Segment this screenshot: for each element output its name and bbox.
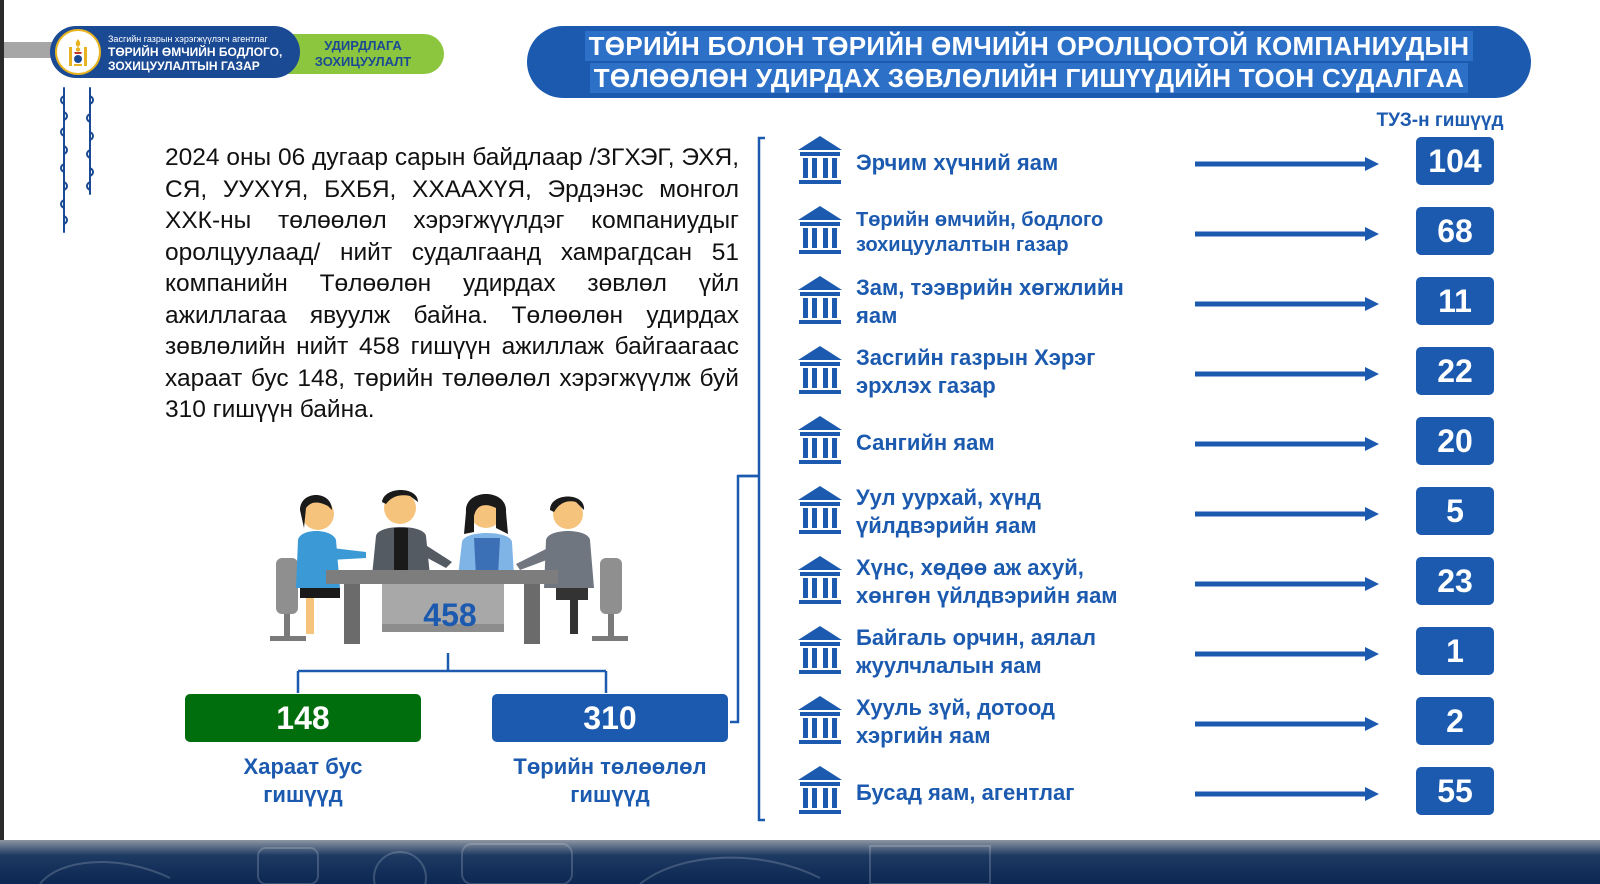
window-edge <box>0 0 4 884</box>
ministry-name-line1: Эрчим хүчний яам <box>856 150 1059 175</box>
ministry-name-line2: эрхлэх газар <box>856 373 996 398</box>
arrow-right-icon <box>1195 437 1379 451</box>
ministry-name <box>856 208 1103 258</box>
ministry-name-line2: үйлдвэрийн яам <box>856 513 1037 538</box>
column-header: ТУЗ-н гишүүд <box>1376 110 1504 131</box>
page-title-line2: ТӨЛӨӨЛӨН УДИРДАХ ЗӨВЛӨЛИЙН ГИШҮҮДИЙН ТООН СУДАЛГАА <box>527 63 1531 94</box>
government-building-icon <box>796 484 844 538</box>
bracket-link <box>728 474 760 724</box>
ministry-row <box>796 274 1516 334</box>
government-building-icon <box>796 414 844 468</box>
member-count-badge: 68 <box>1416 207 1494 255</box>
member-count-badge: 1 <box>1416 627 1494 675</box>
ministry-name-line2: яам <box>856 303 898 328</box>
ministry-row <box>796 414 1516 474</box>
management-tag <box>282 34 444 74</box>
ministry-name-line1: Байгаль орчин, аялал <box>856 625 1096 650</box>
intro-paragraph: 2024 оны 06 дугаар сарын байдлаар /ЗГХЭГ, ЭХЯ, СЯ, УУХҮЯ, БХБЯ, ХХААХҮЯ, Эрдэнэс монгол ХХК-ны төлөөлөл хэрэгжүүлдэг компаниудыг оролцуулаад/ нийт судалгаанд хамрагдсан 51 компанийн Төлөөлөн удирдах зөвлөл үйл ажиллагаа явуулж байна. Төлөөлөн удирдах зөвлөлийн нийт 458 гишүүн ажиллаж байгаагаас хараат бус 148, төрийн төлөөлөл хэрэгжүүлж буй 310 гишүүн байна. <box>165 144 739 423</box>
management-tag-line2: ЗОХИЦУУЛАЛТ <box>314 54 412 69</box>
ministry-name <box>856 149 1058 177</box>
government-building-icon <box>796 764 844 818</box>
org-name-line1: ТӨРИЙН ӨМЧИЙН БОДЛОГО, <box>108 45 283 59</box>
mongolian-script-decoration <box>50 84 106 244</box>
ministry-name <box>856 779 1074 807</box>
ministry-row <box>796 134 1516 194</box>
arrow-right-icon <box>1195 647 1379 661</box>
ministry-row <box>796 484 1516 544</box>
state-label-line1: Төрийн төлөөлөл <box>513 754 707 779</box>
ministry-row <box>796 204 1516 264</box>
member-count-badge: 2 <box>1416 697 1494 745</box>
government-building-icon <box>796 694 844 748</box>
independent-label-line1: Хараат бус <box>243 754 363 779</box>
arrow-right-icon <box>1195 157 1379 171</box>
ministry-name-line1: Хууль зүй, дотоод <box>856 695 1055 720</box>
ministry-name <box>856 624 1096 680</box>
arrow-right-icon <box>1195 507 1379 521</box>
member-count-badge: 20 <box>1416 417 1494 465</box>
state-label-line2: гишүүд <box>570 782 650 807</box>
ministry-name-line1: Засгийн газрын Хэрэг <box>856 345 1096 370</box>
government-building-icon <box>796 274 844 328</box>
ministry-name <box>856 484 1041 540</box>
member-count-badge: 55 <box>1416 767 1494 815</box>
ministry-row <box>796 344 1516 404</box>
ministry-row <box>796 694 1516 754</box>
state-members-label <box>492 753 728 809</box>
member-count-badge: 23 <box>1416 557 1494 605</box>
page-title-line1: ТӨРИЙН БОЛОН ТӨРИЙН ӨМЧИЙН ОРОЛЦООТОЙ КОМПАНИУДЫН <box>527 31 1531 62</box>
ministry-name-line1: Уул уурхай, хүнд <box>856 485 1041 510</box>
ministry-row <box>796 764 1516 824</box>
org-name-line2: ЗОХИЦУУЛАЛТЫН ГАЗАР <box>108 59 260 73</box>
ministry-name-line1: Сангийн яам <box>856 430 995 455</box>
ministry-name-line2: жуулчлалын яам <box>856 653 1042 678</box>
soyombo-emblem-icon <box>55 29 101 75</box>
member-count-badge: 11 <box>1416 277 1494 325</box>
ministry-name-line2: зохицуулалтын газар <box>856 234 1069 256</box>
ministry-name <box>856 694 1055 750</box>
ministry-name-line1: Бусад яам, агентлаг <box>856 780 1075 805</box>
government-building-icon <box>796 134 844 188</box>
arrow-right-icon <box>1195 227 1379 241</box>
government-building-icon <box>796 204 844 258</box>
ministry-name-line1: Хүнс, хөдөө аж ахуй, <box>856 555 1084 580</box>
ministry-name-line1: Төрийн өмчийн, бодлого <box>856 209 1104 231</box>
independent-members-value: 148 <box>185 694 421 742</box>
arrow-right-icon <box>1195 577 1379 591</box>
ministry-name <box>856 554 1118 610</box>
independent-members-label <box>185 753 421 809</box>
independent-label-line2: гишүүд <box>263 782 343 807</box>
ministry-name <box>856 429 995 457</box>
ministry-name <box>856 344 1095 400</box>
arrow-right-icon <box>1195 367 1379 381</box>
ministry-name-line2: хэргийн яам <box>856 723 991 748</box>
arrow-right-icon <box>1195 717 1379 731</box>
footer-decoration <box>0 838 1600 884</box>
government-building-icon <box>796 554 844 608</box>
ministry-row <box>796 624 1516 684</box>
total-members-value: 458 <box>423 597 477 633</box>
ministry-row <box>796 554 1516 614</box>
state-members-value: 310 <box>492 694 728 742</box>
summary-connector <box>290 653 610 693</box>
ministry-name-line1: Зам, тээврийн хөгжлийн <box>856 275 1124 300</box>
management-tag-line1: УДИРДЛАГА <box>324 38 402 53</box>
ministry-name-line2: хөнгөн үйлдвэрийн яам <box>856 583 1118 608</box>
org-subtitle: Засгийн газрын хэрэгжүүлэгч агентлаг <box>108 34 268 44</box>
member-count-badge: 104 <box>1416 137 1494 185</box>
government-building-icon <box>796 624 844 678</box>
government-building-icon <box>796 344 844 398</box>
member-count-badge: 22 <box>1416 347 1494 395</box>
arrow-right-icon <box>1195 297 1379 311</box>
ministry-name <box>856 274 1124 330</box>
arrow-right-icon <box>1195 787 1379 801</box>
member-count-badge: 5 <box>1416 487 1494 535</box>
